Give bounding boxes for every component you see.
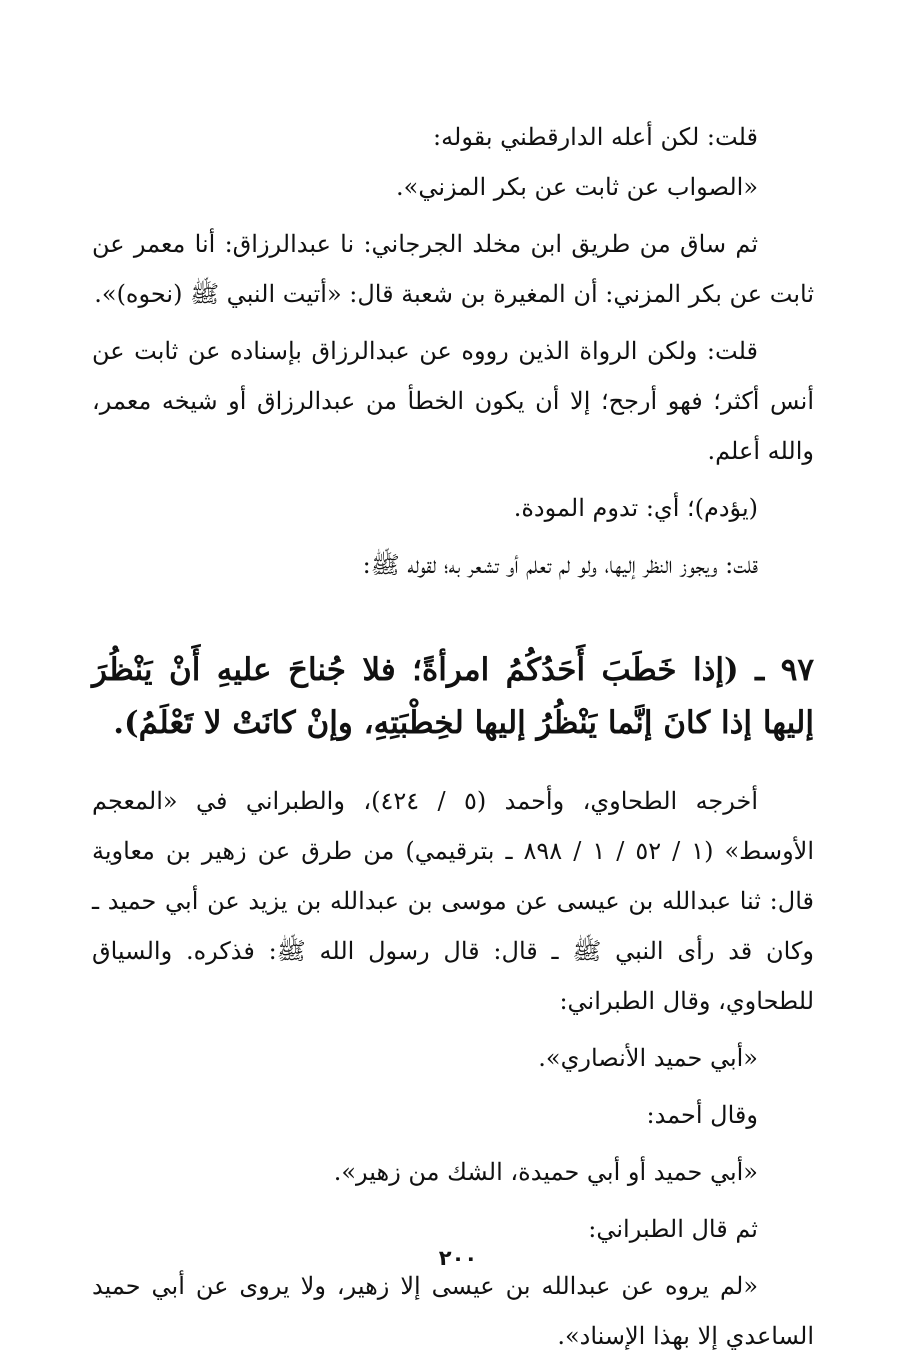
paragraph-tabarani-quote: «أبي حميد الأنصاري». [538, 1044, 758, 1072]
paragraph-daraqutni-note: قلت: لكن أعله الدارقطني بقوله: [433, 123, 758, 151]
page-number: ٢٠٠ [438, 1246, 478, 1270]
paragraph-ahmad-intro: وقال أحمد: [646, 1101, 758, 1129]
paragraph-ahmad-quote: «أبي حميد أو أبي حميدة، الشك من زهير». [333, 1158, 758, 1186]
paragraph-narrators-note: قلت: ولكن الرواة الذين رووه عن عبدالرزاق بإسناده عن ثابت عن أنس أكثر؛ فهو أرجح؛ إلا أن يكون الخطأ من عبدالرزاق أو شيخه معمر، والله أعلم. [92, 337, 814, 465]
hadith-97-text: ٩٧ ـ (إذا خَطَبَ أَحَدُكُمُ امرأةً؛ فلا جُناحَ عليهِ أَنْ يَنْظُرَ إليها إذا كانَ إنَّما يَنْظُرُ إليها لخِطْبَتِهِ، وإنْ كانَتْ لا تَعْلَمُ). [92, 652, 814, 741]
paragraph-nazar-ruling: قلت: ويجوز النظر إليها، ولو لم تعلم أو تشعر به؛ لقوله ﷺ: [362, 551, 758, 579]
paragraph-tabarani-intro: ثم قال الطبراني: [588, 1215, 758, 1243]
paragraph-yudam-gloss: (يؤدم)؛ أي: تدوم المودة. [513, 494, 758, 522]
paragraph-tabarani-final-quote: «لم يروه عن عبدالله بن عيسى إلا زهير، ولا يروى عن أبي حميد الساعدي إلا بهذا الإسناد». [92, 1272, 814, 1350]
hadith-spacer [92, 750, 814, 776]
page-body [92, 112, 814, 1361]
paragraph-daraqutni-quote: «الصواب عن ثابت عن بكر المزني». [396, 173, 758, 201]
paragraph-isnad-ibn-makhlad: ثم ساق من طريق ابن مخلد الجرجاني: نا عبدالرزاق: أنا معمر عن ثابت عن بكر المزني: أن المغيرة بن شعبة قال: «أتيت النبي ﷺ (نحوه)». [92, 230, 814, 308]
paragraph-takhrij: أخرجه الطحاوي، وأحمد (٥ / ٤٢٤)، والطبراني في «المعجم الأوسط» (١ / ٥٢ / ١ / ٨٩٨ ـ بترقيمي) من طرق عن زهير بن معاوية قال: ثنا عبدالله بن عيسى عن موسى بن عبدالله بن يزيد عن أبي حميد ـ وكان قد رأى النبي ﷺ ـ قال: قال رسول الله ﷺ: فذكره. والسياق للطحاوي، وقال الطبراني: [92, 787, 815, 1015]
